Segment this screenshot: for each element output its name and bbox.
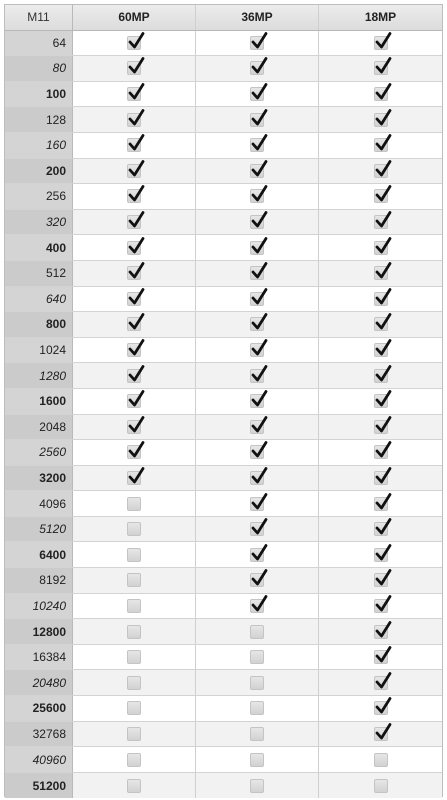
table-row <box>5 696 442 722</box>
support-cell-mp36 <box>196 440 319 465</box>
checkmark-icon <box>250 61 264 75</box>
checkmark-icon <box>127 215 141 229</box>
support-cell-mp18 <box>319 619 442 644</box>
table-row <box>5 107 442 133</box>
checkmark-icon <box>250 36 264 50</box>
support-cell-mp18 <box>319 31 442 56</box>
support-cell-mp18 <box>319 747 442 772</box>
support-cell-mp60 <box>73 82 196 107</box>
iso-value-cell: 2560 <box>5 440 73 465</box>
iso-value-cell: 2048 <box>5 415 73 440</box>
checkmark-icon <box>374 266 388 280</box>
iso-value-cell: 5120 <box>5 517 73 542</box>
iso-value-cell: 512 <box>5 261 73 286</box>
iso-value-cell: 64 <box>5 31 73 56</box>
checkmark-icon <box>374 189 388 203</box>
iso-value-cell: 1600 <box>5 389 73 414</box>
table-row <box>5 133 442 159</box>
checkmark-icon <box>374 548 388 562</box>
checkmark-icon <box>127 292 141 306</box>
support-cell-mp36 <box>196 389 319 414</box>
support-cell-mp18 <box>319 235 442 260</box>
checkmark-icon <box>127 420 141 434</box>
support-cell-mp18 <box>319 466 442 491</box>
empty-checkbox-icon <box>127 573 141 587</box>
checkmark-icon <box>374 215 388 229</box>
table-row <box>5 312 442 338</box>
iso-value-cell: 256 <box>5 184 73 209</box>
support-cell-mp60 <box>73 56 196 81</box>
support-cell-mp60 <box>73 235 196 260</box>
support-cell-mp60 <box>73 670 196 695</box>
table-row <box>5 338 442 364</box>
support-cell-mp36 <box>196 31 319 56</box>
support-cell-mp36 <box>196 670 319 695</box>
checkmark-icon <box>250 471 264 485</box>
support-cell-mp60 <box>73 338 196 363</box>
empty-checkbox-icon <box>127 497 141 511</box>
iso-value-cell: 640 <box>5 287 73 312</box>
support-cell-mp36 <box>196 312 319 337</box>
support-cell-mp36 <box>196 645 319 670</box>
checkmark-icon <box>250 445 264 459</box>
checkmark-icon <box>127 113 141 127</box>
checkmark-icon <box>250 343 264 357</box>
checkmark-icon <box>250 87 264 101</box>
checkmark-icon <box>250 420 264 434</box>
support-cell-mp36 <box>196 133 319 158</box>
iso-value-cell: 20480 <box>5 670 73 695</box>
checkmark-icon <box>374 445 388 459</box>
checkmark-icon <box>250 599 264 613</box>
empty-checkbox-icon <box>250 625 264 639</box>
support-cell-mp60 <box>73 696 196 721</box>
header-18mp: 18MP <box>364 10 397 25</box>
checkmark-icon <box>127 266 141 280</box>
support-cell-mp18 <box>319 722 442 747</box>
support-cell-mp18 <box>319 261 442 286</box>
support-cell-mp18 <box>319 133 442 158</box>
checkmark-icon <box>250 548 264 562</box>
table-row <box>5 542 442 568</box>
checkmark-icon <box>127 369 141 383</box>
support-cell-mp36 <box>196 568 319 593</box>
support-cell-mp60 <box>73 389 196 414</box>
table-row <box>5 645 442 671</box>
checkmark-icon <box>250 113 264 127</box>
empty-checkbox-icon <box>127 599 141 613</box>
support-cell-mp36 <box>196 415 319 440</box>
table-row <box>5 31 442 57</box>
empty-checkbox-icon <box>374 779 388 793</box>
support-cell-mp18 <box>319 542 442 567</box>
checkmark-icon <box>374 420 388 434</box>
support-cell-mp36 <box>196 338 319 363</box>
support-cell-mp18 <box>319 338 442 363</box>
support-cell-mp60 <box>73 363 196 388</box>
checkmark-icon <box>250 522 264 536</box>
iso-value-cell: 1280 <box>5 363 73 388</box>
checkmark-icon <box>374 727 388 741</box>
table-row <box>5 82 442 108</box>
support-cell-mp60 <box>73 415 196 440</box>
checkmark-icon <box>127 138 141 152</box>
checkmark-icon <box>127 241 141 255</box>
support-cell-mp36 <box>196 184 319 209</box>
table-row <box>5 389 442 415</box>
table-row <box>5 670 442 696</box>
empty-checkbox-icon <box>127 753 141 767</box>
support-cell-mp36 <box>196 82 319 107</box>
support-cell-mp60 <box>73 517 196 542</box>
empty-checkbox-icon <box>250 701 264 715</box>
support-cell-mp60 <box>73 466 196 491</box>
iso-value-cell: 40960 <box>5 747 73 772</box>
table-header-row <box>5 5 442 31</box>
iso-value-cell: 320 <box>5 210 73 235</box>
iso-value-cell: 3200 <box>5 466 73 491</box>
iso-value-cell: 400 <box>5 235 73 260</box>
checkmark-icon <box>374 317 388 331</box>
table-row <box>5 415 442 441</box>
table-row <box>5 594 442 620</box>
checkmark-icon <box>374 164 388 178</box>
iso-value-cell: 10240 <box>5 594 73 619</box>
support-cell-mp18 <box>319 312 442 337</box>
table-row <box>5 747 442 773</box>
support-cell-mp18 <box>319 568 442 593</box>
checkmark-icon <box>127 343 141 357</box>
iso-value-cell: 128 <box>5 107 73 132</box>
checkmark-icon <box>374 650 388 664</box>
empty-checkbox-icon <box>127 727 141 741</box>
support-cell-mp18 <box>319 415 442 440</box>
checkmark-icon <box>374 113 388 127</box>
support-cell-mp18 <box>319 670 442 695</box>
iso-value-cell: 4096 <box>5 491 73 516</box>
checkmark-icon <box>374 36 388 50</box>
support-cell-mp36 <box>196 107 319 132</box>
table-row <box>5 619 442 645</box>
checkmark-icon <box>250 266 264 280</box>
support-cell-mp18 <box>319 82 442 107</box>
support-cell-mp36 <box>196 542 319 567</box>
table-row <box>5 184 442 210</box>
support-cell-mp18 <box>319 773 442 799</box>
checkmark-icon <box>127 87 141 101</box>
empty-checkbox-icon <box>127 522 141 536</box>
empty-checkbox-icon <box>127 779 141 793</box>
support-cell-mp18 <box>319 107 442 132</box>
table-body <box>5 31 442 799</box>
checkmark-icon <box>374 522 388 536</box>
table-row <box>5 440 442 466</box>
support-cell-mp18 <box>319 645 442 670</box>
checkmark-icon <box>374 701 388 715</box>
support-cell-mp18 <box>319 159 442 184</box>
header-36mp: 36MP <box>196 5 319 30</box>
support-cell-mp60 <box>73 773 196 799</box>
iso-value-cell: 800 <box>5 312 73 337</box>
iso-value-cell: 1024 <box>5 338 73 363</box>
table-row <box>5 235 442 261</box>
empty-checkbox-icon <box>250 727 264 741</box>
support-cell-mp18 <box>319 184 442 209</box>
support-cell-mp18 <box>319 440 442 465</box>
support-cell-mp36 <box>196 363 319 388</box>
table-row <box>5 210 442 236</box>
support-cell-mp60 <box>73 184 196 209</box>
table-row <box>5 517 442 543</box>
support-cell-mp36 <box>196 722 319 747</box>
checkmark-icon <box>127 164 141 178</box>
support-cell-mp60 <box>73 619 196 644</box>
checkmark-icon <box>374 573 388 587</box>
support-cell-mp18 <box>319 363 442 388</box>
checkmark-icon <box>250 497 264 511</box>
checkmark-icon <box>374 138 388 152</box>
iso-value-cell: 12800 <box>5 619 73 644</box>
iso-value-cell: 100 <box>5 82 73 107</box>
table-row <box>5 491 442 517</box>
checkmark-icon <box>374 292 388 306</box>
checkmark-icon <box>250 394 264 408</box>
support-cell-mp60 <box>73 107 196 132</box>
support-cell-mp36 <box>196 594 319 619</box>
table-row <box>5 56 442 82</box>
support-cell-mp36 <box>196 619 319 644</box>
checkmark-icon <box>127 445 141 459</box>
empty-checkbox-icon <box>127 548 141 562</box>
checkmark-icon <box>127 471 141 485</box>
checkmark-icon <box>374 471 388 485</box>
empty-checkbox-icon <box>127 650 141 664</box>
empty-checkbox-icon <box>250 650 264 664</box>
checkmark-icon <box>374 87 388 101</box>
iso-value-cell: 8192 <box>5 568 73 593</box>
checkmark-icon <box>374 61 388 75</box>
empty-checkbox-icon <box>127 676 141 690</box>
support-cell-mp36 <box>196 287 319 312</box>
iso-value-cell: 80 <box>5 56 73 81</box>
support-cell-mp60 <box>73 594 196 619</box>
support-cell-mp60 <box>73 747 196 772</box>
support-cell-mp60 <box>73 645 196 670</box>
table-row <box>5 773 442 799</box>
table-row <box>5 722 442 748</box>
iso-value-cell: 16384 <box>5 645 73 670</box>
header-camera-model: M11 <box>5 5 73 30</box>
support-cell-mp36 <box>196 210 319 235</box>
table-row <box>5 159 442 185</box>
support-cell-mp36 <box>196 773 319 799</box>
table-row <box>5 261 442 287</box>
checkmark-icon <box>250 241 264 255</box>
support-cell-mp18 <box>319 56 442 81</box>
support-cell-mp36 <box>196 159 319 184</box>
checkmark-icon <box>127 189 141 203</box>
support-cell-mp60 <box>73 491 196 516</box>
checkmark-icon <box>374 343 388 357</box>
support-cell-mp36 <box>196 56 319 81</box>
support-cell-mp60 <box>73 159 196 184</box>
support-cell-mp36 <box>196 261 319 286</box>
support-cell-mp60 <box>73 312 196 337</box>
support-cell-mp60 <box>73 542 196 567</box>
table-row <box>5 363 442 389</box>
support-cell-mp60 <box>73 133 196 158</box>
checkmark-icon <box>250 292 264 306</box>
checkmark-icon <box>250 164 264 178</box>
checkmark-icon <box>374 497 388 511</box>
empty-checkbox-icon <box>374 753 388 767</box>
support-cell-mp18 <box>319 287 442 312</box>
checkmark-icon <box>374 241 388 255</box>
support-cell-mp18 <box>319 210 442 235</box>
support-cell-mp60 <box>73 722 196 747</box>
support-cell-mp18 <box>319 594 442 619</box>
support-cell-mp36 <box>196 517 319 542</box>
support-cell-mp18 <box>319 696 442 721</box>
table-row <box>5 568 442 594</box>
empty-checkbox-icon <box>127 701 141 715</box>
checkmark-icon <box>374 625 388 639</box>
checkmark-icon <box>374 676 388 690</box>
support-cell-mp36 <box>196 747 319 772</box>
checkmark-icon <box>374 394 388 408</box>
iso-value-cell: 6400 <box>5 542 73 567</box>
iso-compatibility-table <box>4 4 443 797</box>
support-cell-mp36 <box>196 235 319 260</box>
checkmark-icon <box>127 394 141 408</box>
checkmark-icon <box>250 369 264 383</box>
iso-value-cell: 160 <box>5 133 73 158</box>
support-cell-mp60 <box>73 210 196 235</box>
support-cell-mp60 <box>73 568 196 593</box>
support-cell-mp18 <box>319 517 442 542</box>
table-row <box>5 466 442 492</box>
checkmark-icon <box>127 36 141 50</box>
support-cell-mp60 <box>73 287 196 312</box>
iso-value-cell: 25600 <box>5 696 73 721</box>
empty-checkbox-icon <box>250 676 264 690</box>
checkmark-icon <box>250 138 264 152</box>
table-row <box>5 287 442 313</box>
checkmark-icon <box>250 215 264 229</box>
iso-value-cell: 32768 <box>5 722 73 747</box>
support-cell-mp36 <box>196 696 319 721</box>
support-cell-mp60 <box>73 261 196 286</box>
header-60mp: 60MP <box>73 5 196 30</box>
empty-checkbox-icon <box>127 625 141 639</box>
iso-value-cell: 200 <box>5 159 73 184</box>
checkmark-icon <box>250 573 264 587</box>
support-cell-mp60 <box>73 440 196 465</box>
checkmark-icon <box>250 189 264 203</box>
empty-checkbox-icon <box>250 779 264 793</box>
support-cell-mp36 <box>196 466 319 491</box>
checkmark-icon <box>374 599 388 613</box>
support-cell-mp18 <box>319 389 442 414</box>
checkmark-icon <box>250 317 264 331</box>
iso-value-cell: 51200 <box>5 773 73 799</box>
checkmark-icon <box>127 61 141 75</box>
support-cell-mp36 <box>196 491 319 516</box>
empty-checkbox-icon <box>250 753 264 767</box>
support-cell-mp18 <box>319 491 442 516</box>
checkmark-icon <box>127 317 141 331</box>
support-cell-mp60 <box>73 31 196 56</box>
checkmark-icon <box>374 369 388 383</box>
